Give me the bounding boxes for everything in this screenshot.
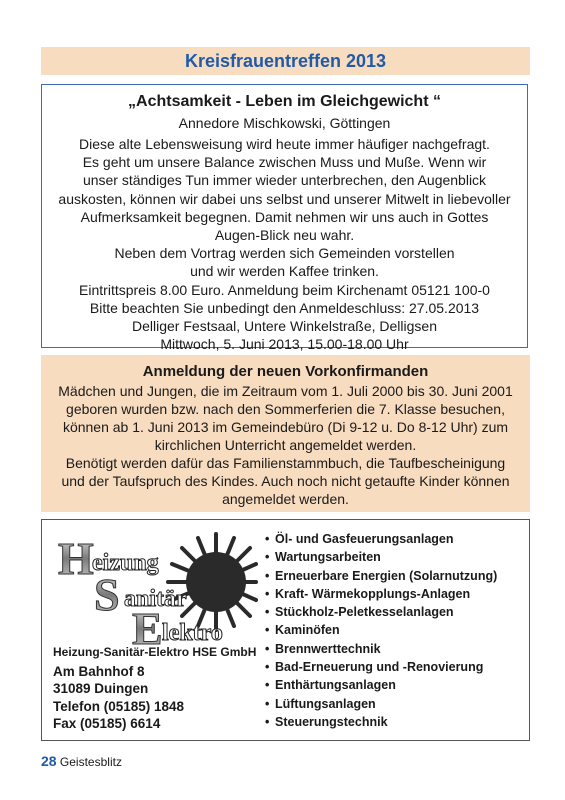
service-item — [265, 621, 497, 639]
event-line: Aufmerksamkeit begegnen. Damit nehmen wir uns auch in Gottes — [80, 208, 489, 225]
service-item — [265, 676, 497, 694]
service-item — [265, 530, 497, 548]
company-fax: Fax (05185) 6614 — [53, 716, 161, 731]
company-phone: Telefon (05185) 1848 — [53, 698, 185, 714]
service-item — [265, 658, 497, 676]
service-label: Öl- und Gasfeuerungsanlagen — [275, 532, 454, 546]
company-street: Am Bahnhof 8 — [53, 663, 145, 679]
service-item — [265, 585, 497, 603]
event-line: Delliger Festsaal, Untere Winkelstraße, Delligsen — [132, 318, 437, 335]
page-number: 28 — [41, 753, 57, 769]
event-line: Mittwoch, 5. Juni 2013, 15.00-18.00 Uhr — [160, 336, 409, 353]
service-label: Enthärtungsanlagen — [275, 678, 396, 693]
event-line: Bitte beachten Sie unbedingt den Anmeldeschluss: 27.05.2013 — [89, 299, 480, 316]
service-label: Stückholz-Peletkesselanlagen — [275, 605, 454, 620]
bullet-icon: • — [265, 568, 270, 583]
service-item — [265, 695, 497, 713]
service-label: Kraft- Wärmekopplungs-Anlagen — [275, 586, 471, 601]
bullet-icon: • — [265, 586, 270, 601]
logo-word-elektro: lektro — [162, 620, 223, 646]
event-line: Diese alte Lebensweisung wird heute immer häufiger nachgefragt. — [79, 136, 490, 152]
service-label: Brennwerttechnik — [275, 641, 381, 656]
company-city: 31089 Duingen — [53, 681, 149, 696]
bullet-icon: • — [265, 714, 270, 729]
service-label: Steuerungstechnik — [275, 714, 388, 729]
service-item — [265, 713, 497, 731]
event-line: Es geht um unsere Balance zwischen Muss und Muße. Wenn wir — [82, 154, 487, 171]
logo-letter-s: S — [94, 569, 120, 620]
event-line: auskosten, können wir dabei uns selbst und unserer Mitwelt in liebevoller — [58, 190, 511, 207]
bullet-icon: • — [265, 623, 270, 638]
company-address — [53, 644, 256, 733]
bullet-icon: • — [265, 641, 270, 656]
service-label: Lüftungsanlagen — [275, 696, 376, 711]
event-author: Annedore Mischkowski, Göttingen — [178, 115, 391, 131]
event-line: Eintrittspreis 8.00 Euro. Anmeldung beim Kirchenamt 05121 100-0 — [79, 281, 490, 298]
vorkonfirmanden-line: angemeldet werden. — [222, 491, 349, 507]
service-label: Wartungsarbeiten — [275, 550, 381, 565]
bullet-icon: • — [265, 532, 270, 546]
event-box — [41, 84, 528, 353]
bullet-icon: • — [265, 660, 270, 675]
event-line: Neben dem Vortrag werden sich Gemeinden vorstellen — [114, 245, 455, 262]
service-item — [265, 603, 497, 621]
vorkonfirmanden-line: können ab 1. Juni 2013 im Gemeindebüro (Di 9-12 u. Do 8-12 Uhr) zum — [62, 419, 509, 435]
service-label: Erneuerbare Energien (Solarnutzung) — [275, 568, 498, 583]
page-title: Kreisfrauentreffen 2013 — [184, 50, 387, 71]
vorkonfirmanden-line: Mädchen und Jungen, die im Zeitraum vom 1. Juli 2000 bis 30. Juni 2001 — [58, 383, 513, 399]
vorkonfirmanden-section — [41, 355, 530, 512]
vorkonfirmanden-line: kirchlichen Unterricht angemeldet werden. — [154, 437, 417, 453]
company-logo — [58, 530, 258, 648]
bullet-icon: • — [265, 605, 270, 620]
event-line: und wir werden Kaffee trinken. — [190, 263, 379, 280]
logo-letter-e: E — [132, 603, 163, 648]
company-name: Heizung-Sanitär-Elektro HSE GmbH — [53, 645, 257, 659]
service-item — [265, 548, 497, 566]
logo-letter-h: H — [58, 533, 94, 584]
advertisement — [41, 519, 530, 741]
event-title: „Achtsamkeit - Leben im Gleichgewicht “ — [128, 93, 441, 110]
event-line: unser ständiges Tun immer wieder unterbrechen, den Augenblick — [82, 172, 487, 189]
event-description — [42, 135, 527, 353]
service-item — [265, 640, 497, 658]
bullet-icon: • — [265, 550, 270, 565]
service-item — [265, 567, 497, 585]
vorkonfirmanden-line: und der Taufspruch des Kindes. Auch noch nicht getaufte Kinder können — [61, 473, 510, 489]
publication-name: Geistesblitz — [59, 755, 122, 769]
event-line: Augen-Blick neu wahr. — [214, 227, 355, 244]
logo-word-sanitaer: anitär — [124, 586, 187, 612]
vorkonfirmanden-line: geboren wurden bzw. nach den Sommerferien die 7. Klasse besuchen, — [66, 401, 505, 417]
page-footer — [41, 753, 122, 769]
vorkonfirmanden-title: Anmeldung der neuen Vorkonfirmanden — [142, 363, 429, 380]
service-label: Bad-Erneuerung und -Renovierung — [275, 660, 484, 675]
service-label: Kaminöfen — [275, 623, 340, 638]
sun-icon — [168, 534, 256, 630]
services-list — [265, 530, 497, 731]
bullet-icon: • — [265, 678, 270, 693]
bullet-icon: • — [265, 696, 270, 711]
logo-word-heizung: eizung — [92, 550, 159, 576]
section-header-band — [41, 47, 530, 75]
vorkonfirmanden-line: Benötigt werden dafür das Familienstammbuch, die Taufbescheinigung — [65, 455, 506, 471]
vorkonfirmanden-text — [41, 382, 530, 508]
